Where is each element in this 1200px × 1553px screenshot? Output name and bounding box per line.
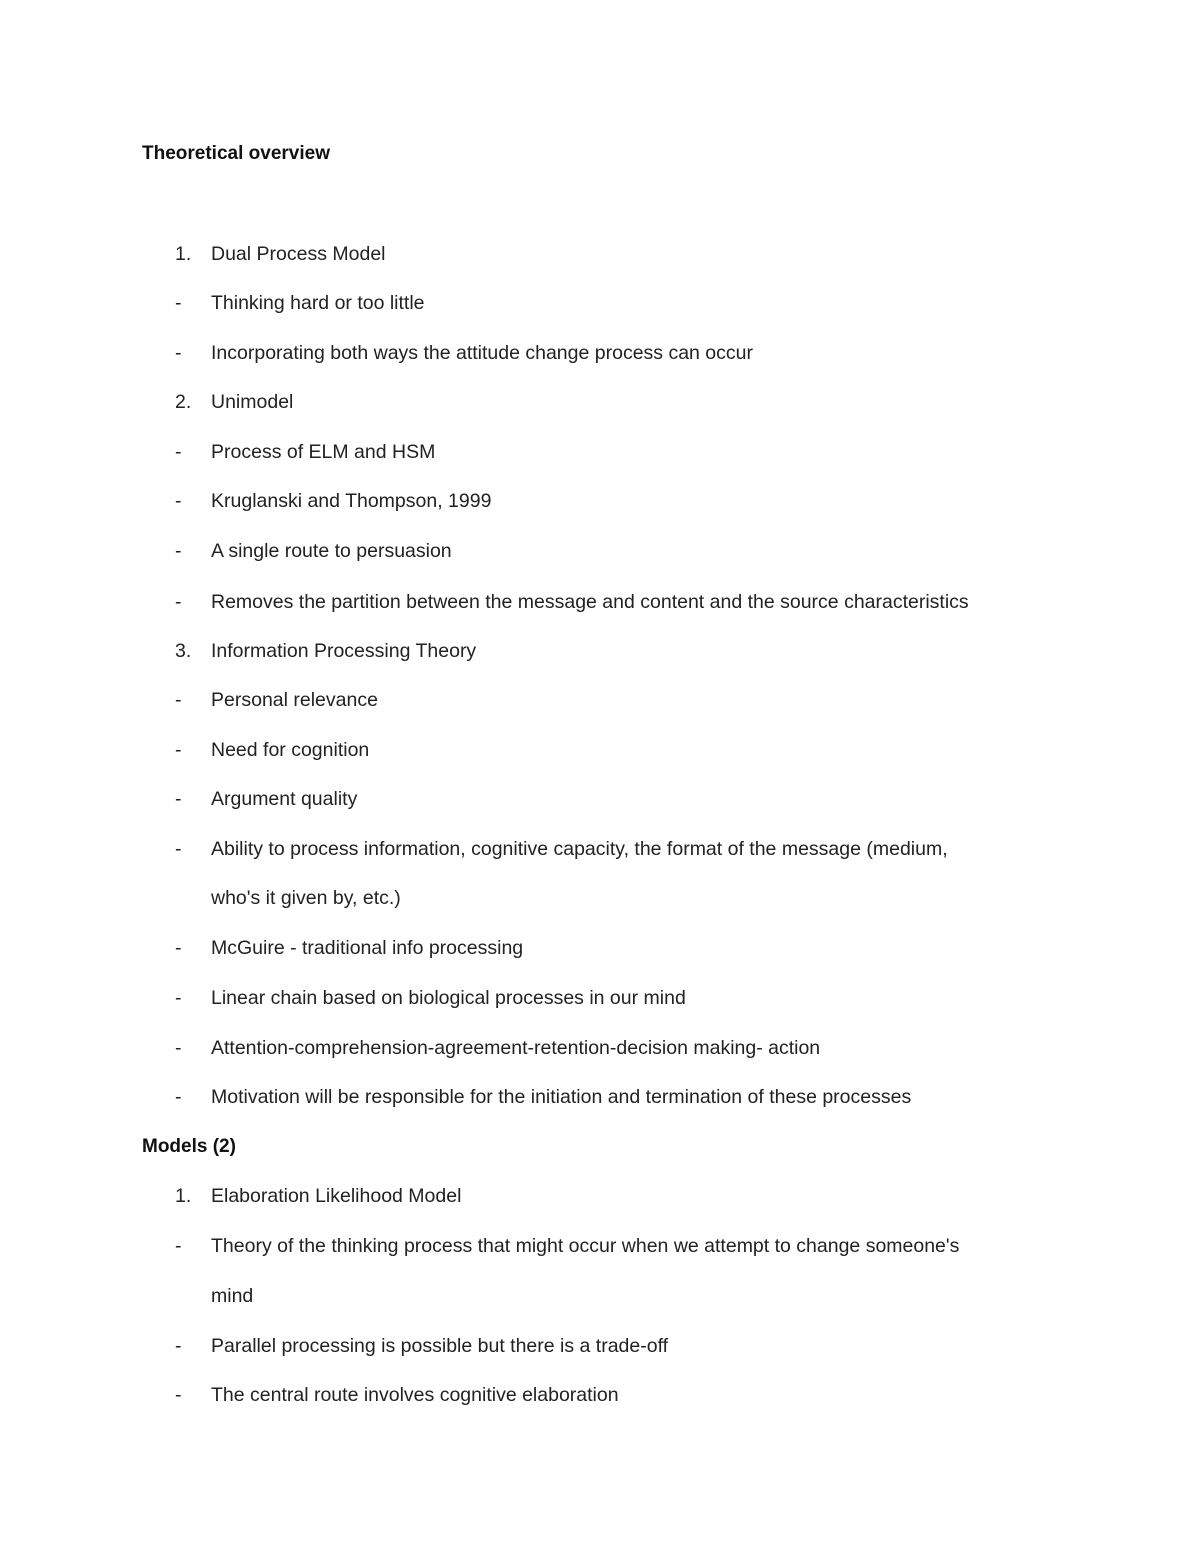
list-marker: - (175, 1235, 182, 1257)
list-item-text: Removes the partition between the message and content and the source characteristics (211, 591, 969, 613)
list-item-text: Process of ELM and HSM (211, 441, 436, 463)
list-item-text: Attention-comprehension-agreement-retention-decision making- action (211, 1037, 821, 1059)
list-item-text: Linear chain based on biological processes in our mind (211, 987, 686, 1009)
list-item (0, 539, 1200, 563)
list-marker: - (175, 591, 182, 613)
list-item (0, 291, 1200, 315)
section-heading-theoretical-overview: Theoretical overview (142, 143, 330, 164)
list-item-text: Personal relevance (211, 689, 378, 711)
list-item (0, 440, 1200, 464)
list-item-dual-process-model (0, 242, 1200, 266)
list-item-text: Theory of the thinking process that might occur when we attempt to change someone's (211, 1235, 960, 1257)
list-item (0, 489, 1200, 513)
list-marker: - (175, 739, 182, 761)
list-marker: 2. (175, 391, 192, 413)
list-item-text: Elaboration Likelihood Model (211, 1185, 462, 1207)
list-marker: - (175, 441, 182, 463)
list-item-text: The central route involves cognitive elaboration (211, 1384, 619, 1406)
list-item-text: Kruglanski and Thompson, 1999 (211, 490, 492, 512)
section-heading-models: Models (2) (142, 1136, 236, 1157)
list-item (0, 738, 1200, 762)
list-item (0, 1085, 1200, 1109)
list-item-text: Incorporating both ways the attitude change process can occur (211, 342, 753, 364)
list-item (0, 936, 1200, 960)
list-item (0, 986, 1200, 1010)
list-marker: - (175, 689, 182, 711)
list-marker: - (175, 342, 182, 364)
list-item-continuation: mind (211, 1285, 254, 1307)
list-item-continuation: who's it given by, etc.) (211, 887, 401, 909)
list-item-text: A single route to persuasion (211, 540, 452, 562)
list-item-unimodel (0, 390, 1200, 414)
list-item-text: McGuire - traditional info processing (211, 937, 524, 959)
list-item-text: Parallel processing is possible but there is a trade-off (211, 1335, 669, 1357)
list-item (0, 1036, 1200, 1060)
list-item (0, 341, 1200, 365)
list-marker: - (175, 490, 182, 512)
list-item-text: Motivation will be responsible for the initiation and termination of these processes (211, 1086, 912, 1108)
list-item-text: Need for cognition (211, 739, 370, 761)
list-item-text: Information Processing Theory (211, 640, 477, 662)
list-item (0, 1334, 1200, 1358)
list-marker: - (175, 1037, 182, 1059)
list-item (0, 1234, 1200, 1258)
list-item-text: Dual Process Model (211, 243, 386, 265)
list-item (0, 1383, 1200, 1407)
list-marker: - (175, 788, 182, 810)
list-marker: 3. (175, 640, 192, 662)
list-item-elaboration-likelihood-model (0, 1184, 1200, 1208)
list-marker: - (175, 540, 182, 562)
list-marker: 1. (175, 1185, 192, 1207)
list-item-text: Thinking hard or too little (211, 292, 425, 314)
list-marker: - (175, 1335, 182, 1357)
list-item-text: Argument quality (211, 788, 358, 810)
list-item (0, 590, 1200, 614)
list-item (0, 837, 1200, 861)
list-marker: - (175, 1384, 182, 1406)
list-marker: - (175, 292, 182, 314)
list-marker: - (175, 987, 182, 1009)
list-marker: - (175, 1086, 182, 1108)
list-marker: 1. (175, 243, 192, 265)
list-item (0, 787, 1200, 811)
list-item-information-processing-theory (0, 639, 1200, 663)
list-item (0, 688, 1200, 712)
list-marker: - (175, 937, 182, 959)
list-marker: - (175, 838, 182, 860)
list-item-text: Unimodel (211, 391, 294, 413)
list-item-text: Ability to process information, cognitive capacity, the format of the message (medium, (211, 838, 948, 860)
